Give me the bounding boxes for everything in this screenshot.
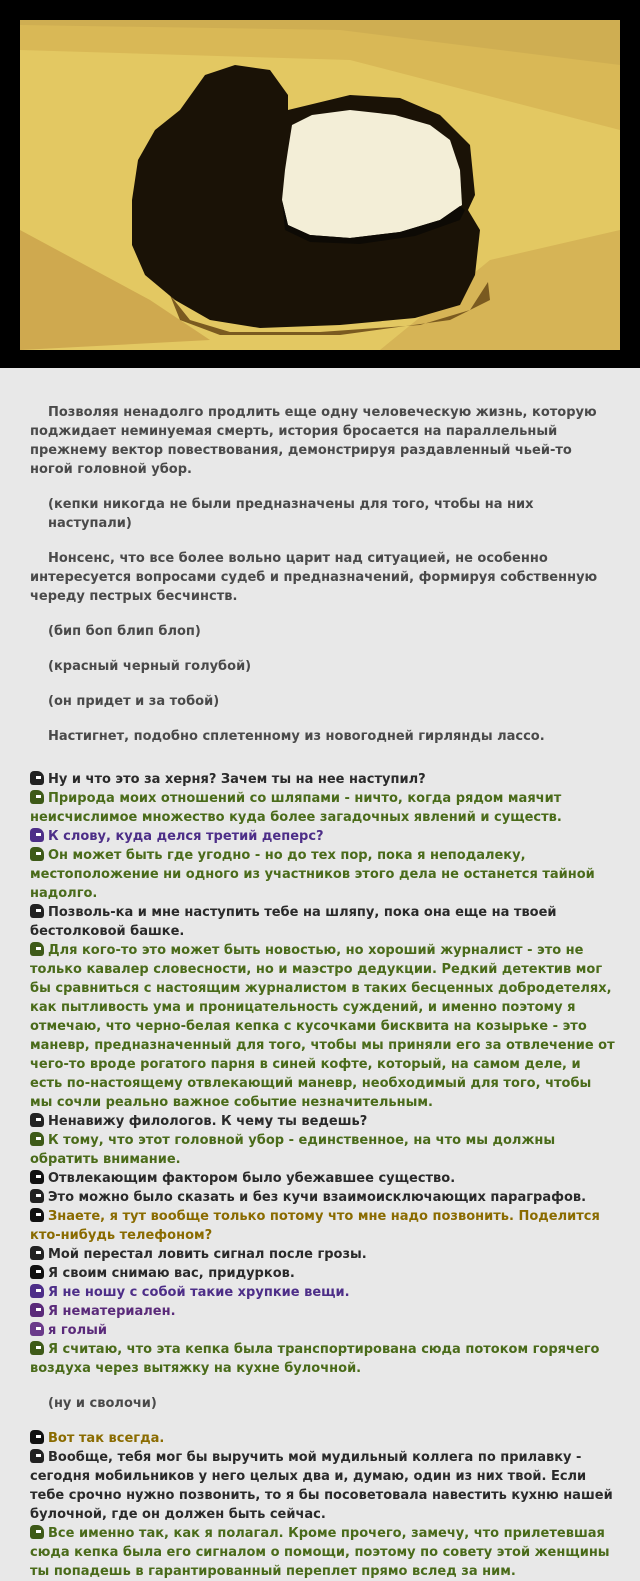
character-icon [30, 942, 44, 956]
cap-white-crown [282, 110, 462, 238]
dialog-log [30, 770, 615, 1581]
dialog-text: Позволь-ка и мне наступить тебе на шляпу, пока она еще на твоей бестолковой башке. [30, 905, 557, 939]
dialog-text: Я нематериален. [48, 1304, 176, 1319]
character-icon [30, 1132, 44, 1146]
dialog-line [30, 1188, 615, 1207]
character-icon [30, 1430, 44, 1444]
narration-aside: (ну и сволочи) [48, 1396, 157, 1411]
dialog-line [30, 1207, 615, 1245]
dialog-line [30, 1302, 615, 1321]
character-icon [30, 1525, 44, 1539]
narration-paragraph: Позволяя ненадолго продлить еще одну человеческую жизнь, которую поджидает неминуемая смерть, история бросается на параллельный прежнему вектор повествования, демонстрируя раздавленный чьей-то ногой головной убор. [30, 405, 597, 477]
character-icon [30, 1113, 44, 1127]
dialog-text: Я не ношу с собой такие хрупкие вещи. [48, 1285, 350, 1300]
dialog-line [30, 846, 615, 903]
character-icon [30, 790, 44, 804]
dialog-text: Я своим снимаю вас, придурков. [48, 1266, 295, 1281]
crushed-cap-image [20, 20, 620, 350]
dialog-line [30, 1429, 615, 1448]
dialog-text: Отвлекающим фактором было убежавшее существо. [48, 1171, 456, 1186]
spacer [30, 1378, 615, 1394]
narration-aside: (он придет и за тобой) [48, 694, 220, 709]
character-icon [30, 1449, 44, 1463]
narration-paragraph: Настигнет, подобно сплетенному из новогодней гирлянды лассо. [48, 729, 545, 744]
dialog-line [30, 1264, 615, 1283]
dialog-line [30, 1321, 615, 1340]
dialog-text: К слову, куда делся третий деперс? [48, 829, 324, 844]
character-icon [30, 771, 44, 785]
character-icon [30, 1208, 44, 1222]
dialog-line [30, 770, 615, 789]
character-icon [30, 1189, 44, 1203]
dialog-line [30, 941, 615, 1112]
dialog-text: Это можно было сказать и без кучи взаимоисключающих параграфов. [48, 1190, 587, 1205]
character-icon [30, 847, 44, 861]
dialog-line [30, 789, 615, 827]
narration-aside: (бип боп блип блоп) [48, 624, 201, 639]
character-icon [30, 828, 44, 842]
character-icon [30, 1284, 44, 1298]
character-icon [30, 1341, 44, 1355]
dialog-text: Вообще, тебя мог бы выручить мой мудильный коллега по прилавку - сегодня мобильников у него целых два и, думаю, один из них твой. Если тебе срочно нужно позвонить, то я бы посоветовала навестить кухню нашей булочной, где он должен быть сейчас. [30, 1450, 613, 1522]
narration-paragraph: Нонсенс, что все более вольно царит над ситуацией, не особенно интересуется вопросами судеб и предназначений, формируя собственную череду пестрых бесчинств. [30, 551, 598, 604]
dialog-line [30, 1340, 615, 1378]
dialog-text: Я считаю, что эта кепка была транспортирована сюда потоком горячего воздуха через вытяжку на кухне булочной. [30, 1342, 600, 1376]
character-icon [30, 1265, 44, 1279]
character-icon [30, 1322, 44, 1336]
dialog-line [30, 1283, 615, 1302]
scene-svg [20, 20, 620, 350]
dialog-text: Знаете, я тут вообще только потому что мне надо позвонить. Поделится кто-нибудь телефоном? [30, 1209, 600, 1243]
dialog-line [30, 903, 615, 941]
dialog-text: Ненавижу филологов. К чему ты ведешь? [48, 1114, 368, 1129]
dialog-text: Все именно так, как я полагал. Кроме прочего, замечу, что прилетевшая сюда кепка была его сигналом о помощи, поэтому по совету этой женщины ты попадешь в гарантированный переплет прямо вслед за ним. [30, 1526, 610, 1579]
dialog-text: К тому, что этот головной убор - единственное, на что мы должны обратить внимание. [30, 1133, 556, 1167]
dialog-line [30, 1448, 615, 1524]
dialog-text: Ну и что это за херня? Зачем ты на нее наступил? [48, 772, 426, 787]
dialog-line [30, 1131, 615, 1169]
dialog-text: Он может быть где угодно - но до тех пор, пока я неподалеку, местоположение ни одного из участников этого дела не останется тайной надолго. [30, 848, 595, 901]
character-icon [30, 1170, 44, 1184]
character-icon [30, 1246, 44, 1260]
narration-aside: (красный черный голубой) [48, 659, 252, 674]
story-text [30, 403, 615, 1581]
character-icon [30, 1303, 44, 1317]
narration-aside: (кепки никогда не были предназначены для того, чтобы на них наступали) [48, 497, 534, 531]
dialog-text: Природа моих отношений со шляпами - ничто, когда рядом маячит неисчислимое множество куда более загадочных явлений и существ. [30, 791, 562, 825]
character-icon [30, 904, 44, 918]
comic-panel-frame [0, 0, 640, 368]
dialog-text: я голый [48, 1323, 107, 1338]
dialog-line [30, 827, 615, 846]
dialog-line [30, 1524, 615, 1581]
dialog-line [30, 1112, 615, 1131]
dialog-line [30, 1245, 615, 1264]
dialog-line [30, 1169, 615, 1188]
dialog-text: Вот так всегда. [48, 1431, 165, 1446]
dialog-text: Для кого-то это может быть новостью, но хороший журналист - это не только кавалер словесности, но и маэстро дедукции. Редкий детектив мог бы сравниться с настоящим журналистом в таких бесценных добродетелях, как пытливость ума и проницательность суждений, и именно поэтому я отмечаю, что черно-белая кепка с кусочками бисквита на козырьке - это маневр, предназначенный для того, чтобы мы приняли его за отвлечение от чего-то вроде рогатого парня в синей кофте, который, на самом деле, и есть по-настоящему отвлекающий маневр, необходимый для того, чтобы мы сочли реально важное событие незначительным. [30, 943, 615, 1110]
dialog-text: Мой перестал ловить сигнал после грозы. [48, 1247, 367, 1262]
